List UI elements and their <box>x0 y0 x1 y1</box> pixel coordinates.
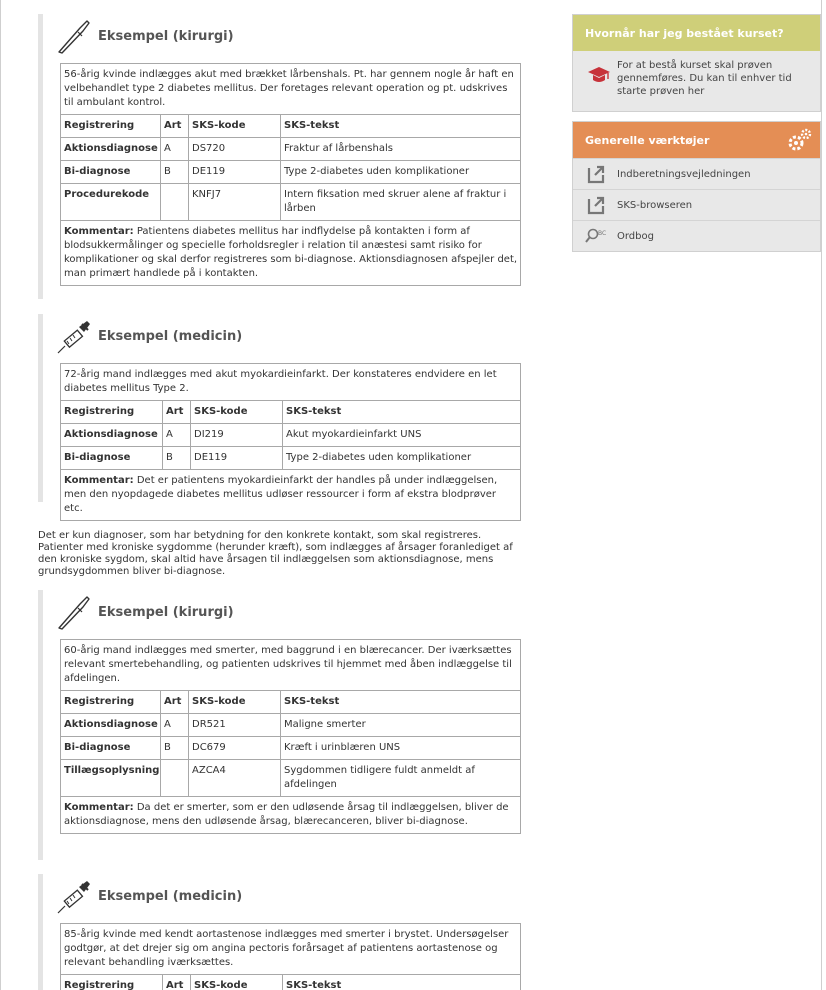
cell-sks-kode: DE119 <box>191 447 283 470</box>
tool-link-label: Indberetningsvejledningen <box>617 168 751 180</box>
example-box-3 <box>38 590 522 860</box>
column-header-sks-tekst: SKS-tekst <box>281 691 521 714</box>
comment-cell <box>61 221 521 286</box>
cell-registrering: Bi-diagnose <box>61 737 161 760</box>
example-box-1 <box>38 14 522 299</box>
example-side-bar <box>38 874 43 990</box>
column-header-sks-tekst: SKS-tekst <box>281 115 521 138</box>
comment-cell <box>61 797 521 834</box>
case-description: 56-årig kvinde indlægges akut med brækket lårbenshals. Pt. har gennem nogle år haft en velbehandlet type 2 diabetes mellitus. Der foretages relevant operation og pt. udskrives til ambulant kontrol. <box>61 64 521 115</box>
comment-text: Det er patientens myokardieinfarkt der handles på under indlæggelsen, men den nyopdagede diabetes mellitus udløser ressourcer i form af ekstra blodprøver etc. <box>64 475 498 514</box>
cell-registrering: Procedurekode <box>61 184 161 221</box>
tools-card-header <box>573 122 820 158</box>
course-card-header <box>573 15 820 51</box>
cell-registrering: Aktionsdiagnose <box>61 138 161 161</box>
start-exam-link[interactable] <box>573 51 820 111</box>
column-header-art: Art <box>161 691 189 714</box>
tool-link-sks-browseren[interactable] <box>573 189 820 220</box>
example-header <box>56 590 234 634</box>
table-row <box>61 161 521 184</box>
column-header-art: Art <box>163 401 191 424</box>
example-box-4 <box>38 874 522 990</box>
column-header-sks-tekst: SKS-tekst <box>283 401 521 424</box>
comment-label: Kommentar: <box>64 475 134 486</box>
column-header-registrering: Registrering <box>61 975 163 990</box>
cell-registrering: Aktionsdiagnose <box>61 424 163 447</box>
case-description: 72-årig mand indlægges med akut myokardieinfarkt. Der konstateres endvidere en let diabetes mellitus Type 2. <box>61 364 521 401</box>
column-header-registrering: Registrering <box>61 115 161 138</box>
tools-card-title: Generelle værktøjer <box>585 133 710 147</box>
column-header-registrering: Registrering <box>61 691 161 714</box>
example-header <box>56 14 234 58</box>
comment-label: Kommentar: <box>64 226 134 237</box>
body-paragraph: Det er kun diagnoser, som har betydning for den konkrete kontakt, som skal registreres. Patienter med kroniske sygdomme (herunder kræft), som indlægges af årsager foranlediget af den kroniske sygdom, skal altid have årsagen til indlæggelsen som aktionsdiagnose, mens grundsygdommen bliver bi-diagnose. <box>38 530 513 577</box>
cell-sks-tekst: Sygdommen tidligere fuldt anmeldt af afdelingen <box>281 760 521 797</box>
cell-registrering: Bi-diagnose <box>61 161 161 184</box>
cell-art: B <box>161 161 189 184</box>
course-card-text: For at bestå kurset skal prøven gennemføres. Du kan til enhver tid starte prøven her <box>617 60 792 97</box>
page-border-right <box>821 0 822 990</box>
tool-link-ordbog[interactable] <box>573 220 820 251</box>
cell-art: A <box>161 138 189 161</box>
gears-icon <box>786 128 812 155</box>
general-tools-card <box>572 121 821 252</box>
cell-art: A <box>163 424 191 447</box>
column-header-registrering: Registrering <box>61 401 163 424</box>
cell-sks-kode: DE119 <box>189 161 281 184</box>
table-row <box>61 424 521 447</box>
cell-sks-tekst: Kræft i urinblæren UNS <box>281 737 521 760</box>
cell-art <box>161 760 189 797</box>
example-header <box>56 314 242 358</box>
scalpel-icon <box>56 594 92 630</box>
case-description: 85-årig kvinde med kendt aortastenose indlægges med smerter i brystet. Undersøgelser godtgør, at det drejer sig om angina pectoris forårsaget af patientens aortastenose og relevant behandling iværksættes. <box>61 924 521 975</box>
external-link-icon <box>585 163 607 185</box>
cell-sks-tekst: Type 2-diabetes uden komplikationer <box>283 447 521 470</box>
cell-sks-kode: DC679 <box>189 737 281 760</box>
cell-registrering: Aktionsdiagnose <box>61 714 161 737</box>
cell-sks-tekst: Akut myokardieinfarkt UNS <box>283 424 521 447</box>
cell-sks-kode: DR521 <box>189 714 281 737</box>
column-header-sks-kode: SKS-kode <box>191 401 283 424</box>
tool-link-label: SKS-browseren <box>617 199 693 211</box>
cell-art: B <box>161 737 189 760</box>
cell-sks-tekst: Intern fiksation med skruer alene af fraktur i lårben <box>281 184 521 221</box>
comment-label: Kommentar: <box>64 802 134 813</box>
comment-text: Patientens diabetes mellitus har indflydelse på kontakten i form af blodsukkermålinger og specielle forholdsregler i relation til anæstesi samt risiko for komplikationer og skal derfor registreres som bi-diagnose. Aktionsdiagnosen afspejler det, man primært handlede på i kontakten. <box>64 226 518 279</box>
external-link-icon <box>585 194 607 216</box>
example-title: Eksempel (medicin) <box>98 328 243 344</box>
course-card-title: Hvornår har jeg bestået kurset? <box>585 26 784 40</box>
cell-sks-kode: AZCA4 <box>189 760 281 797</box>
column-header-sks-kode: SKS-kode <box>191 975 283 990</box>
comment-text: Da det er smerter, som er den udløsende årsag til indlæggelsen, bliver de aktionsdiagnose, mens den udløsende årsag, blærecanceren, bliver bi-diagnose. <box>64 802 509 827</box>
case-description: 60-årig mand indlægges med smerter, med baggrund i en blærecancer. Der iværksættes relevant smertebehandling, og patienten udskrives til hjemmet med åben indlæggelse til afdelingen. <box>61 640 521 691</box>
example-title: Eksempel (kirurgi) <box>98 604 234 620</box>
tool-link-label: Ordbog <box>617 230 654 242</box>
column-header-sks-kode: SKS-kode <box>189 691 281 714</box>
syringe-icon <box>56 318 92 354</box>
sks-table <box>60 63 521 286</box>
cell-art: A <box>161 714 189 737</box>
cell-registrering: Bi-diagnose <box>61 447 163 470</box>
table-row <box>61 714 521 737</box>
table-row <box>61 737 521 760</box>
comment-cell <box>61 470 521 521</box>
spellcheck-icon <box>585 225 607 247</box>
column-header-sks-tekst: SKS-tekst <box>283 975 521 990</box>
example-side-bar <box>38 314 43 502</box>
example-title: Eksempel (medicin) <box>98 888 243 904</box>
column-header-sks-kode: SKS-kode <box>189 115 281 138</box>
page-border-left <box>0 0 1 990</box>
column-header-art: Art <box>163 975 191 990</box>
table-row <box>61 138 521 161</box>
column-header-art: Art <box>161 115 189 138</box>
cell-sks-kode: KNFJ7 <box>189 184 281 221</box>
table-row <box>61 760 521 797</box>
example-box-2 <box>38 314 522 514</box>
course-completion-card <box>572 14 821 112</box>
sks-table <box>60 363 521 521</box>
cell-sks-kode: DI219 <box>191 424 283 447</box>
cell-registrering: Tillægsoplysning <box>61 760 161 797</box>
syringe-icon <box>56 878 92 914</box>
cell-sks-kode: DS720 <box>189 138 281 161</box>
svg-text:BC: BC <box>598 230 607 237</box>
tool-link-indberetningsvejledningen[interactable] <box>573 158 820 189</box>
example-side-bar <box>38 590 43 860</box>
cell-sks-tekst: Fraktur af lårbenshals <box>281 138 521 161</box>
table-row <box>61 184 521 221</box>
cell-sks-tekst: Type 2-diabetes uden komplikationer <box>281 161 521 184</box>
example-title: Eksempel (kirurgi) <box>98 28 234 44</box>
sks-table <box>60 923 521 990</box>
table-row <box>61 447 521 470</box>
example-header <box>56 874 242 918</box>
scalpel-icon <box>56 18 92 54</box>
cell-sks-tekst: Maligne smerter <box>281 714 521 737</box>
example-side-bar <box>38 14 43 299</box>
sks-table <box>60 639 521 834</box>
graduation-cap-icon <box>587 65 611 103</box>
cell-art <box>161 184 189 221</box>
cell-art: B <box>163 447 191 470</box>
